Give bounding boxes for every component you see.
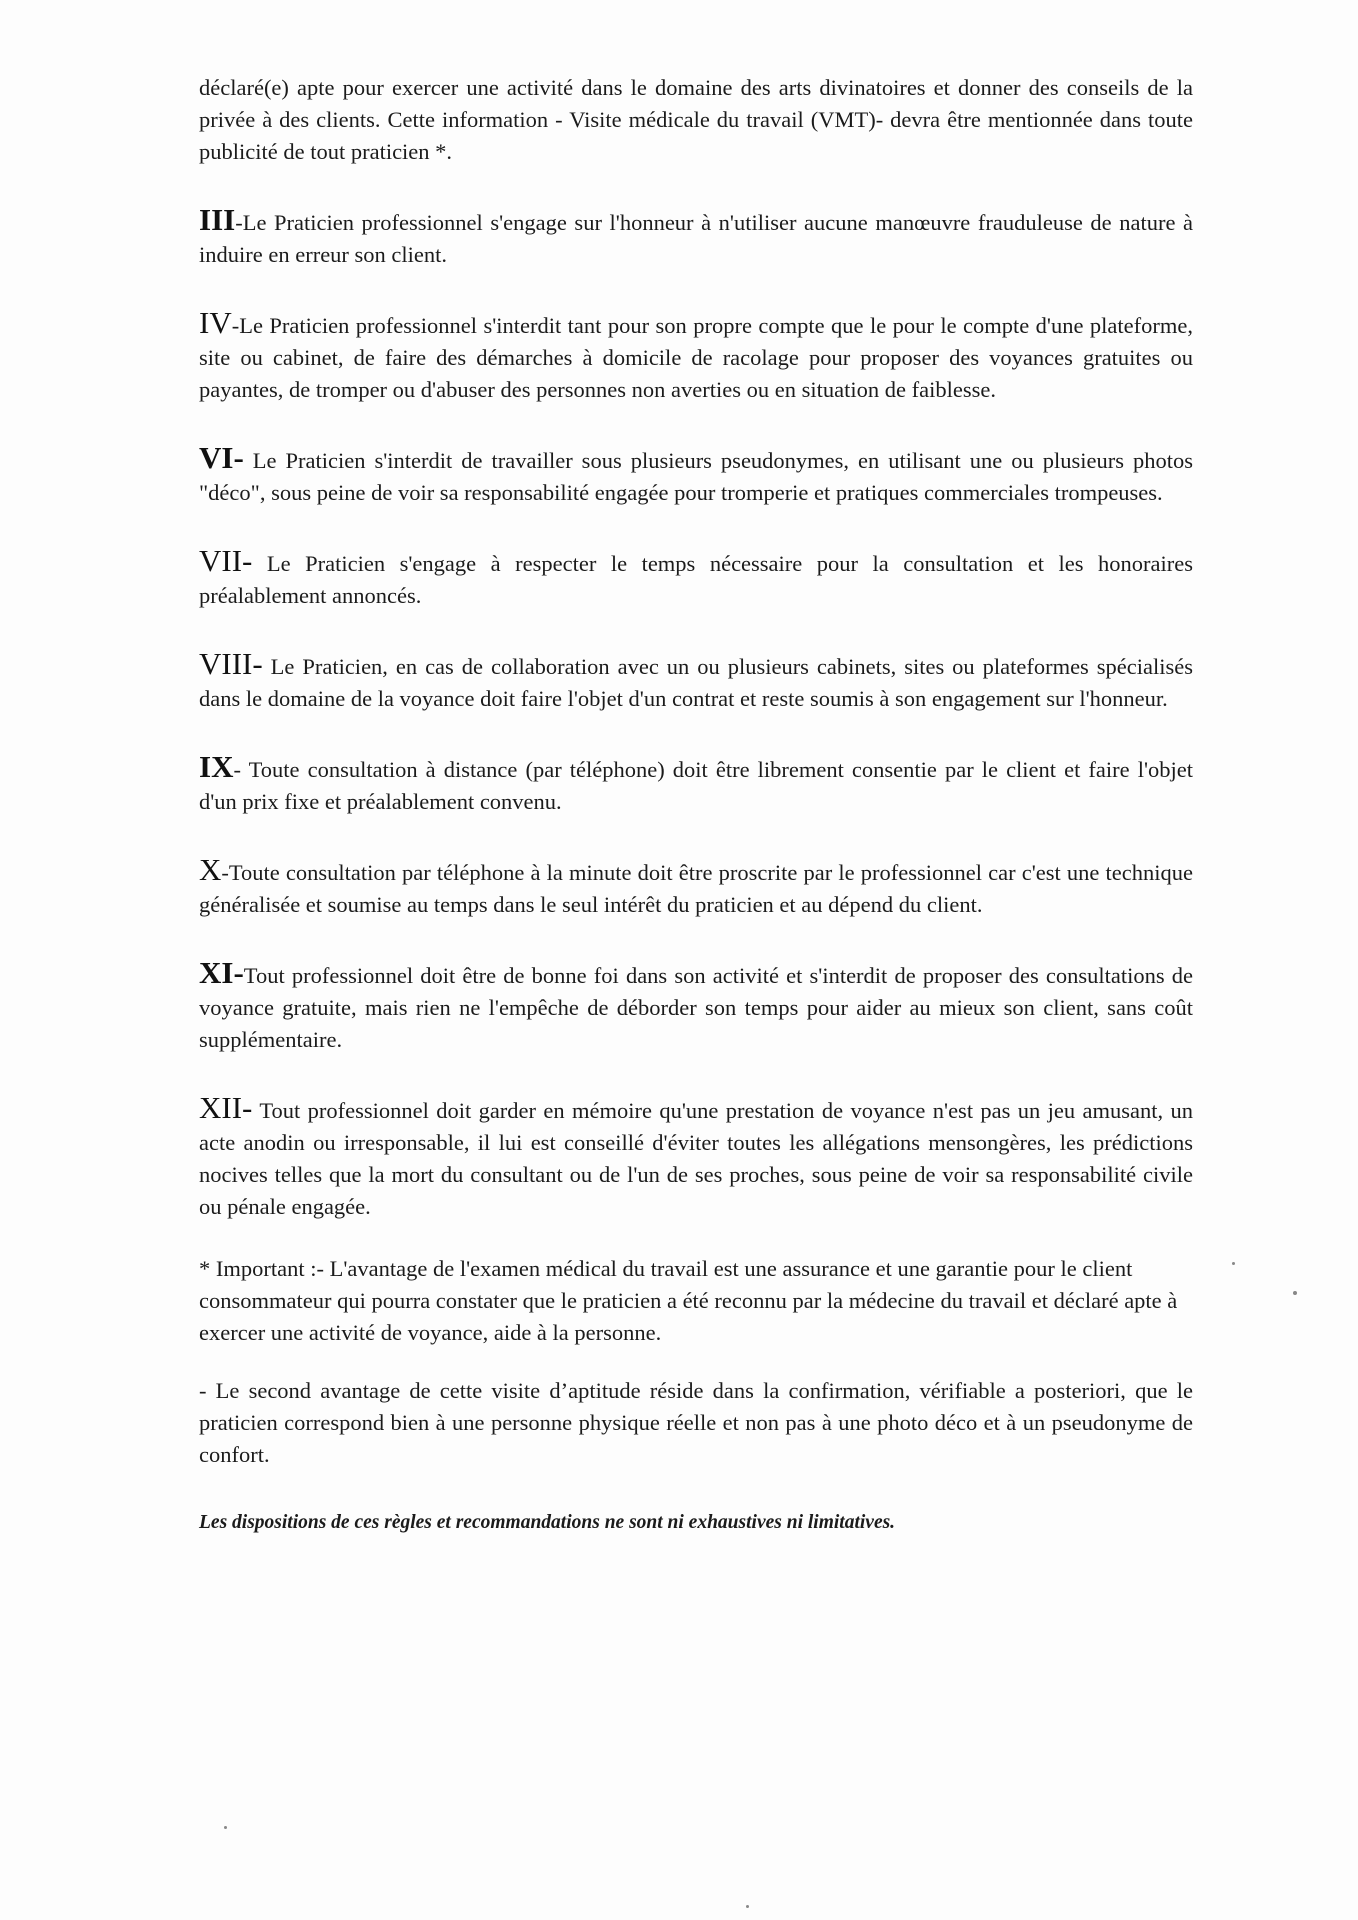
article-text: -Le Praticien professionnel s'interdit tant pour son propre compte que le pour le compte d'une plateforme, site ou cabinet, de faire des démarches à domicile de racolage pour proposer des voyances gratuites ou payantes, de tromper ou d'abuser des personnes non averties ou en situation de faiblesse. — [199, 313, 1193, 402]
article-text: Le Praticien s'interdit de travailler sous plusieurs pseudonymes, en utilisant une ou plusieurs photos "déco", sous peine de voir sa responsabilité engagée pour tromperie et pratiques commerciales trompeuses. — [199, 448, 1193, 505]
article-number: VII- — [199, 543, 253, 578]
article-text: -Toute consultation par téléphone à la minute doit être proscrite par le professionnel car c'est une technique généralisée et soumise au temps dans le seul intérêt du praticien et au dépend du client. — [199, 860, 1193, 917]
article-number: IX — [199, 749, 234, 784]
article-number: VI- — [199, 440, 244, 475]
article-xi — [199, 957, 1193, 1056]
article-xii — [199, 1092, 1193, 1223]
article-ix — [199, 751, 1193, 818]
article-text: Le Praticien, en cas de collaboration avec un ou plusieurs cabinets, sites ou plateformes spécialisés dans le domaine de la voyance doit faire l'objet d'un contrat et reste soumis à son engagement sur l'honneur. — [199, 654, 1193, 711]
article-number: XII- — [199, 1090, 253, 1125]
article-text: Tout professionnel doit être de bonne foi dans son activité et s'interdit de proposer des consultations de voyance gratuite, mais rien ne l'empêche de déborder son temps pour aider au mieux son client, sans coût supplémentaire. — [199, 963, 1193, 1052]
scan-speck — [224, 1826, 227, 1829]
scan-speck — [746, 1905, 749, 1908]
article-text: -Le Praticien professionnel s'engage sur l'honneur à n'utiliser aucune manœuvre frauduleuse de nature à induire en erreur son client. — [199, 210, 1193, 267]
article-x — [199, 854, 1193, 921]
footnote-second-advantage: - Le second avantage de cette visite d’aptitude réside dans la confirmation, vérifiable a posteriori, que le praticien correspond bien à une personne physique réelle et non pas à une photo déco et à un pseudonyme de confort. — [199, 1378, 1193, 1467]
intro-paragraph: déclaré(e) apte pour exercer une activité dans le domaine des arts divinatoires et donner des conseils de la privée à des clients. Cette information - Visite médicale du travail (VMT)- devra être mentionnée dans toute publicité de tout praticien *. — [199, 75, 1193, 164]
article-vii — [199, 545, 1193, 612]
footnote-important: * Important :- L'avantage de l'examen médical du travail est une assurance et une garantie pour le client consommateur qui pourra constater que le praticien a été reconnu par la médecine du travail et déclaré apte à exercer une activité de voyance, aide à la personne. — [199, 1256, 1178, 1345]
article-text: Le Praticien s'engage à respecter le temps nécessaire pour la consultation et les honoraires préalablement annoncés. — [199, 551, 1193, 608]
article-number: VIII- — [199, 646, 263, 681]
article-iii — [199, 204, 1193, 271]
article-iv — [199, 307, 1193, 406]
document-body — [199, 72, 1193, 1559]
article-viii — [199, 648, 1193, 715]
article-number: III — [199, 202, 236, 237]
article-number: IV — [199, 305, 232, 340]
scan-speck — [1232, 1262, 1235, 1265]
article-vi — [199, 442, 1193, 509]
article-number: X — [199, 852, 222, 887]
closing-statement: Les dispositions de ces règles et recommandations ne sont ni exhaustives ni limitatives. — [199, 1512, 896, 1533]
scan-speck — [1293, 1291, 1297, 1295]
article-text: - Toute consultation à distance (par téléphone) doit être librement consentie par le client et faire l'objet d'un prix fixe et préalablement convenu. — [199, 757, 1193, 814]
article-number: XI- — [199, 955, 244, 990]
article-text: Tout professionnel doit garder en mémoire qu'une prestation de voyance n'est pas un jeu amusant, un acte anodin ou irresponsable, il lui est conseillé d'éviter toutes les allégations mensongères, les prédictions nocives telles que la mort du consultant ou de l'un de ses proches, sous peine de voir sa responsabilité civile ou pénale engagée. — [199, 1098, 1193, 1219]
